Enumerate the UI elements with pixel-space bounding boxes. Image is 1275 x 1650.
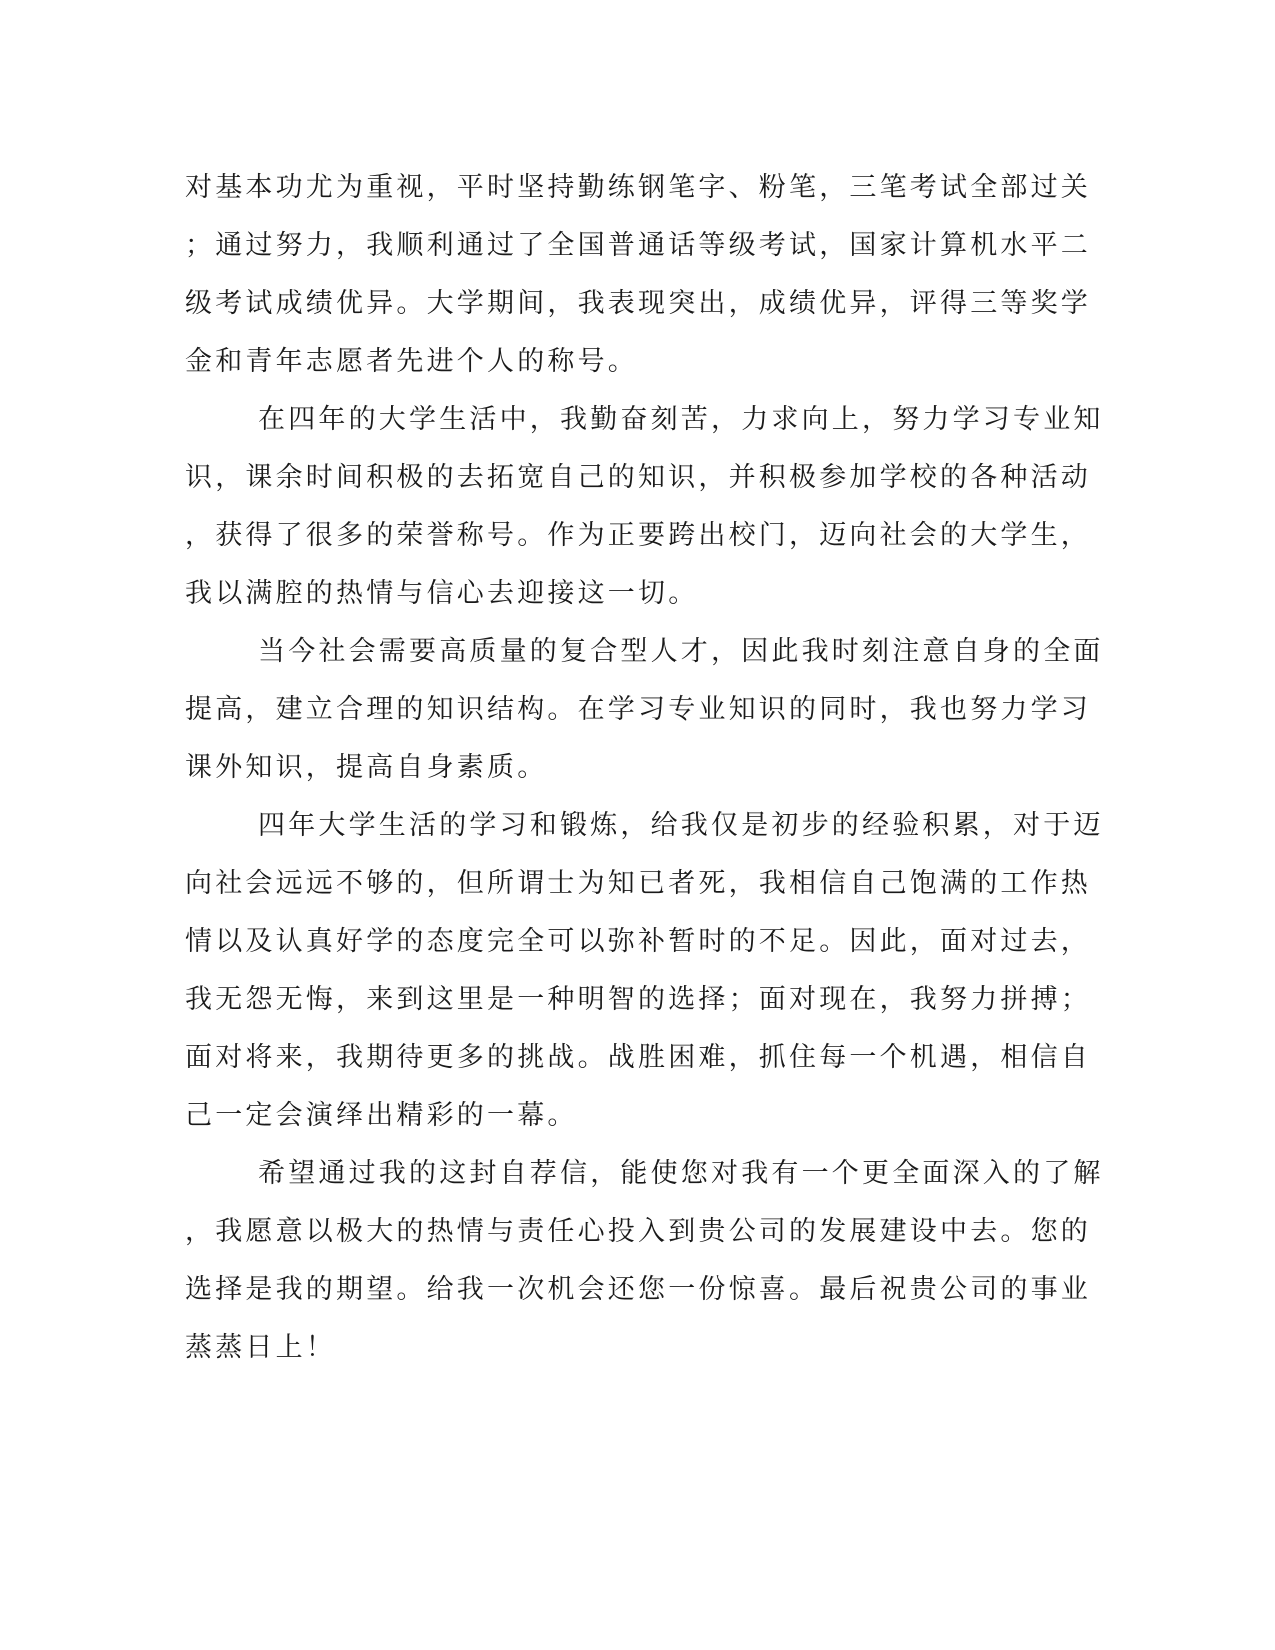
paragraph-line: 在四年的大学生活中，我勤奋刻苦，力求向上，努力学习专业知 [258, 404, 1104, 435]
paragraph-line: 四年大学生活的学习和锻炼，给我仅是初步的经验积累，对于迈 [258, 810, 1104, 841]
paragraph-line: 识，课余时间积极的去拓宽自己的知识，并积极参加学校的各种活动 [185, 462, 1091, 493]
paragraph-4 [185, 797, 1104, 1145]
paragraph-line: 面对将来，我期待更多的挑战。战胜困难，抓住每一个机遇，相信自 [185, 1042, 1091, 1073]
paragraph-line: ；通过努力，我顺利通过了全国普通话等级考试，国家计算机水平二 [185, 230, 1091, 261]
paragraph-line: 我无怨无悔，来到这里是一种明智的选择；面对现在，我努力拼搏； [185, 984, 1091, 1015]
paragraph-line: 情以及认真好学的态度完全可以弥补暂时的不足。因此，面对过去， [185, 926, 1091, 957]
paragraph-line: 我以满腔的热情与信心去迎接这一切。 [185, 578, 699, 609]
paragraph-line: 对基本功尤为重视，平时坚持勤练钢笔字、粉笔，三笔考试全部过关 [185, 172, 1091, 203]
paragraph-line: 向社会远远不够的，但所谓士为知已者死，我相信自己饱满的工作热 [185, 868, 1091, 899]
paragraph-1 [185, 159, 1091, 391]
paragraph-line: 蒸蒸日上！ [185, 1332, 336, 1363]
paragraph-line: 当今社会需要高质量的复合型人才，因此我时刻注意自身的全面 [258, 636, 1104, 667]
paragraph-3 [185, 623, 1104, 797]
paragraph-line: 提高，建立合理的知识结构。在学习专业知识的同时，我也努力学习 [185, 694, 1091, 725]
paragraph-line: ，我愿意以极大的热情与责任心投入到贵公司的发展建设中去。您的 [185, 1216, 1091, 1247]
paragraph-line: 选择是我的期望。给我一次机会还您一份惊喜。最后祝贵公司的事业 [185, 1274, 1091, 1305]
letter-body [185, 159, 1104, 1377]
paragraph-line: 己一定会演绎出精彩的一幕。 [185, 1100, 578, 1131]
paragraph-2 [185, 391, 1104, 623]
paragraph-5 [185, 1145, 1104, 1377]
paragraph-line: 级考试成绩优异。大学期间，我表现突出，成绩优异，评得三等奖学 [185, 288, 1091, 319]
paragraph-line: 希望通过我的这封自荐信，能使您对我有一个更全面深入的了解 [258, 1158, 1104, 1189]
paragraph-line: ，获得了很多的荣誉称号。作为正要跨出校门，迈向社会的大学生， [185, 520, 1091, 551]
paragraph-line: 课外知识，提高自身素质。 [185, 752, 548, 783]
paragraph-line: 金和青年志愿者先进个人的称号。 [185, 346, 638, 377]
